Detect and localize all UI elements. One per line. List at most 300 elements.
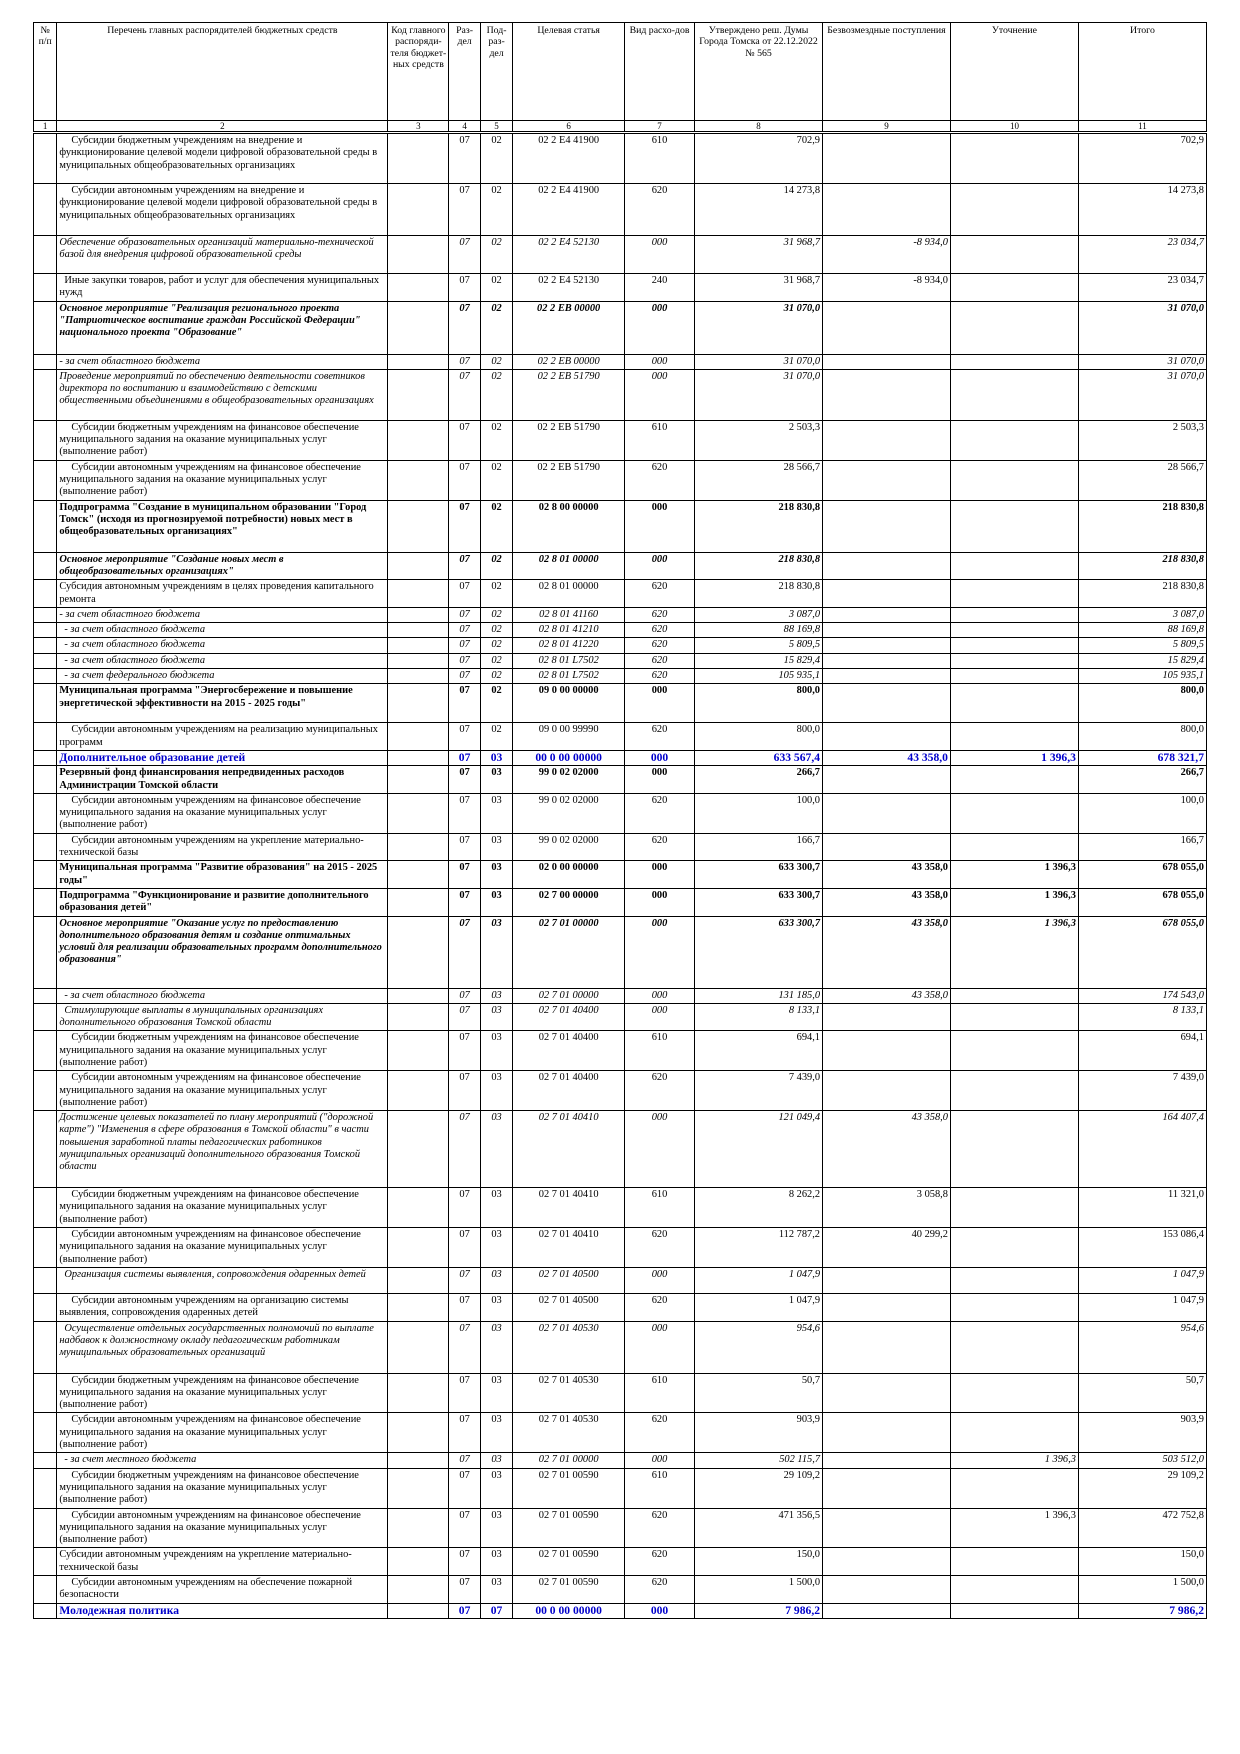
row-number-cell bbox=[34, 653, 57, 668]
row-number-cell bbox=[34, 638, 57, 653]
subsection-cell: 03 bbox=[480, 888, 512, 916]
row-number-cell bbox=[34, 861, 57, 889]
table-row bbox=[34, 420, 1207, 460]
total-amount-cell: 23 034,7 bbox=[1078, 236, 1206, 274]
gratuitous-amount-cell bbox=[823, 1508, 951, 1548]
approved-amount-cell: 150,0 bbox=[695, 1548, 823, 1576]
table-row bbox=[34, 723, 1207, 751]
distributor-name-cell: - за счет местного бюджета bbox=[57, 1453, 388, 1468]
distributor-name-cell: Организация системы выявления, сопровождения одаренных детей bbox=[57, 1267, 388, 1293]
total-amount-cell: 218 830,8 bbox=[1078, 580, 1206, 608]
subsection-cell: 03 bbox=[480, 1548, 512, 1576]
section-cell: 07 bbox=[449, 460, 480, 500]
subsection-cell: 02 bbox=[480, 133, 512, 184]
approved-amount-cell: 218 830,8 bbox=[695, 552, 823, 580]
clarification-amount-cell bbox=[950, 607, 1078, 622]
gratuitous-amount-cell bbox=[823, 723, 951, 751]
table-row bbox=[34, 1453, 1207, 1468]
distributor-code-cell bbox=[388, 580, 449, 608]
row-number-cell bbox=[34, 766, 57, 794]
distributor-code-cell bbox=[388, 1031, 449, 1071]
target-article-cell: 00 0 00 00000 bbox=[513, 1603, 625, 1618]
gratuitous-amount-cell bbox=[823, 133, 951, 184]
distributor-name-cell: Субсидии автономным учреждениям на реализацию муниципальных программ bbox=[57, 723, 388, 751]
row-number-cell bbox=[34, 669, 57, 684]
row-number-cell bbox=[34, 580, 57, 608]
distributor-code-cell bbox=[388, 1321, 449, 1373]
row-number-cell bbox=[34, 460, 57, 500]
subsection-cell: 03 bbox=[480, 861, 512, 889]
table-row bbox=[34, 623, 1207, 638]
distributor-name-cell: Основное мероприятие "Реализация регионального проекта "Патриотическое воспитание граждан Российской Федерации" национального проекта "Образование" bbox=[57, 301, 388, 354]
subsection-cell: 02 bbox=[480, 607, 512, 622]
table-row bbox=[34, 274, 1207, 302]
clarification-amount-cell bbox=[950, 766, 1078, 794]
distributor-code-cell bbox=[388, 1071, 449, 1111]
subsection-cell: 02 bbox=[480, 669, 512, 684]
column-number: 1 bbox=[34, 121, 57, 133]
expense-type-cell: 000 bbox=[625, 916, 695, 988]
target-article-cell: 02 7 01 40400 bbox=[513, 1003, 625, 1031]
row-number-cell bbox=[34, 1293, 57, 1321]
gratuitous-amount-cell: 43 358,0 bbox=[823, 888, 951, 916]
column-number: 5 bbox=[480, 121, 512, 133]
target-article-cell: 02 0 00 00000 bbox=[513, 861, 625, 889]
section-cell: 07 bbox=[449, 580, 480, 608]
expense-type-cell: 610 bbox=[625, 1468, 695, 1508]
clarification-amount-cell bbox=[950, 833, 1078, 861]
subsection-cell: 03 bbox=[480, 1003, 512, 1031]
approved-amount-cell: 131 185,0 bbox=[695, 988, 823, 1003]
row-number-cell bbox=[34, 723, 57, 751]
total-amount-cell: 7 986,2 bbox=[1078, 1603, 1206, 1618]
distributor-code-cell bbox=[388, 460, 449, 500]
gratuitous-amount-cell bbox=[823, 1293, 951, 1321]
distributor-name-cell: Субсидия автономным учреждениям в целях проведения капитального ремонта bbox=[57, 580, 388, 608]
section-cell: 07 bbox=[449, 1508, 480, 1548]
row-number-cell bbox=[34, 1321, 57, 1373]
clarification-amount-cell bbox=[950, 684, 1078, 723]
total-amount-cell: 29 109,2 bbox=[1078, 1468, 1206, 1508]
total-amount-cell: 694,1 bbox=[1078, 1031, 1206, 1071]
section-cell: 07 bbox=[449, 750, 480, 765]
header-number: № п/п bbox=[34, 23, 57, 121]
subsection-cell: 03 bbox=[480, 1293, 512, 1321]
distributor-code-cell bbox=[388, 861, 449, 889]
distributor-name-cell: Муниципальная программа "Развитие образования" на 2015 - 2025 годы" bbox=[57, 861, 388, 889]
expense-type-cell: 000 bbox=[625, 1267, 695, 1293]
table-row bbox=[34, 369, 1207, 420]
row-number-cell bbox=[34, 1267, 57, 1293]
distributor-name-cell: Субсидии автономным учреждениям на финансовое обеспечение муниципального задания на оказание муниципальных услуг (выполнение работ) bbox=[57, 793, 388, 833]
approved-amount-cell: 31 070,0 bbox=[695, 369, 823, 420]
clarification-amount-cell: 1 396,3 bbox=[950, 861, 1078, 889]
expense-type-cell: 620 bbox=[625, 1413, 695, 1453]
budget-sheet bbox=[33, 22, 1207, 1619]
approved-amount-cell: 2 503,3 bbox=[695, 420, 823, 460]
expense-type-cell: 610 bbox=[625, 1373, 695, 1413]
row-number-cell bbox=[34, 833, 57, 861]
table-row bbox=[34, 1508, 1207, 1548]
clarification-amount-cell bbox=[950, 1548, 1078, 1576]
distributor-code-cell bbox=[388, 369, 449, 420]
clarification-amount-cell bbox=[950, 1188, 1078, 1228]
section-cell: 07 bbox=[449, 833, 480, 861]
gratuitous-amount-cell bbox=[823, 684, 951, 723]
gratuitous-amount-cell bbox=[823, 552, 951, 580]
expense-type-cell: 000 bbox=[625, 1003, 695, 1031]
clarification-amount-cell bbox=[950, 1373, 1078, 1413]
subsection-cell: 03 bbox=[480, 1373, 512, 1413]
section-cell: 07 bbox=[449, 1453, 480, 1468]
distributor-name-cell: Иные закупки товаров, работ и услуг для обеспечения муниципальных нужд bbox=[57, 274, 388, 302]
table-row bbox=[34, 1576, 1207, 1604]
table-row bbox=[34, 236, 1207, 274]
row-number-cell bbox=[34, 420, 57, 460]
total-amount-cell: 954,6 bbox=[1078, 1321, 1206, 1373]
table-row bbox=[34, 916, 1207, 988]
approved-amount-cell: 218 830,8 bbox=[695, 500, 823, 552]
expense-type-cell: 620 bbox=[625, 669, 695, 684]
target-article-cell: 02 8 01 L7502 bbox=[513, 669, 625, 684]
section-cell: 07 bbox=[449, 793, 480, 833]
approved-amount-cell: 694,1 bbox=[695, 1031, 823, 1071]
target-article-cell: 02 2 E4 41900 bbox=[513, 184, 625, 236]
clarification-amount-cell bbox=[950, 1413, 1078, 1453]
clarification-amount-cell bbox=[950, 1468, 1078, 1508]
distributor-code-cell bbox=[388, 793, 449, 833]
header-clarification: Уточнение bbox=[950, 23, 1078, 121]
row-number-cell bbox=[34, 1228, 57, 1268]
target-article-cell: 02 2 EB 00000 bbox=[513, 301, 625, 354]
distributor-code-cell bbox=[388, 236, 449, 274]
expense-type-cell: 620 bbox=[625, 1293, 695, 1321]
distributor-code-cell bbox=[388, 988, 449, 1003]
expense-type-cell: 620 bbox=[625, 1508, 695, 1548]
distributor-code-cell bbox=[388, 653, 449, 668]
section-cell: 07 bbox=[449, 1373, 480, 1413]
subsection-cell: 03 bbox=[480, 1031, 512, 1071]
column-number: 3 bbox=[388, 121, 449, 133]
distributor-code-cell bbox=[388, 1293, 449, 1321]
approved-amount-cell: 88 169,8 bbox=[695, 623, 823, 638]
row-number-cell bbox=[34, 1576, 57, 1604]
clarification-amount-cell: 1 396,3 bbox=[950, 1453, 1078, 1468]
distributor-code-cell bbox=[388, 1413, 449, 1453]
table-row bbox=[34, 653, 1207, 668]
distributor-code-cell bbox=[388, 766, 449, 794]
target-article-cell: 02 8 00 00000 bbox=[513, 500, 625, 552]
distributor-name-cell: Проведение мероприятий по обеспечению деятельности советников директора по воспитанию и взаимодействию с детскими общественными объединениями в общеобразовательных организациях bbox=[57, 369, 388, 420]
approved-amount-cell: 633 300,7 bbox=[695, 888, 823, 916]
distributor-code-cell bbox=[388, 274, 449, 302]
row-number-cell bbox=[34, 1111, 57, 1188]
gratuitous-amount-cell bbox=[823, 184, 951, 236]
row-number-cell bbox=[34, 623, 57, 638]
subsection-cell: 03 bbox=[480, 1468, 512, 1508]
gratuitous-amount-cell bbox=[823, 1453, 951, 1468]
clarification-amount-cell bbox=[950, 638, 1078, 653]
clarification-amount-cell bbox=[950, 1071, 1078, 1111]
gratuitous-amount-cell bbox=[823, 1413, 951, 1453]
expense-type-cell: 000 bbox=[625, 750, 695, 765]
gratuitous-amount-cell: 3 058,8 bbox=[823, 1188, 951, 1228]
clarification-amount-cell bbox=[950, 1576, 1078, 1604]
row-number-cell bbox=[34, 684, 57, 723]
table-row bbox=[34, 1267, 1207, 1293]
approved-amount-cell: 28 566,7 bbox=[695, 460, 823, 500]
clarification-amount-cell: 1 396,3 bbox=[950, 888, 1078, 916]
approved-amount-cell: 1 500,0 bbox=[695, 1576, 823, 1604]
subsection-cell: 03 bbox=[480, 1188, 512, 1228]
row-number-cell bbox=[34, 1031, 57, 1071]
clarification-amount-cell bbox=[950, 1228, 1078, 1268]
target-article-cell: 02 7 01 00590 bbox=[513, 1468, 625, 1508]
subsection-cell: 02 bbox=[480, 354, 512, 369]
clarification-amount-cell bbox=[950, 1321, 1078, 1373]
distributor-code-cell bbox=[388, 638, 449, 653]
target-article-cell: 02 7 01 00590 bbox=[513, 1548, 625, 1576]
clarification-amount-cell: 1 396,3 bbox=[950, 750, 1078, 765]
expense-type-cell: 620 bbox=[625, 833, 695, 861]
row-number-cell bbox=[34, 888, 57, 916]
row-number-cell bbox=[34, 1548, 57, 1576]
section-cell: 07 bbox=[449, 420, 480, 460]
distributor-code-cell bbox=[388, 1468, 449, 1508]
expense-type-cell: 000 bbox=[625, 1453, 695, 1468]
total-amount-cell: 14 273,8 bbox=[1078, 184, 1206, 236]
section-cell: 07 bbox=[449, 684, 480, 723]
section-cell: 07 bbox=[449, 1548, 480, 1576]
distributor-code-cell bbox=[388, 1228, 449, 1268]
subsection-cell: 02 bbox=[480, 301, 512, 354]
subsection-cell: 03 bbox=[480, 833, 512, 861]
expense-type-cell: 620 bbox=[625, 607, 695, 622]
gratuitous-amount-cell bbox=[823, 500, 951, 552]
expense-type-cell: 620 bbox=[625, 1576, 695, 1604]
approved-amount-cell: 7 439,0 bbox=[695, 1071, 823, 1111]
distributor-code-cell bbox=[388, 669, 449, 684]
row-number-cell bbox=[34, 988, 57, 1003]
section-cell: 07 bbox=[449, 1071, 480, 1111]
approved-amount-cell: 633 300,7 bbox=[695, 916, 823, 988]
clarification-amount-cell bbox=[950, 1031, 1078, 1071]
expense-type-cell: 000 bbox=[625, 1603, 695, 1618]
gratuitous-amount-cell bbox=[823, 1071, 951, 1111]
header-subsection: Под-раз-дел bbox=[480, 23, 512, 121]
clarification-amount-cell bbox=[950, 1293, 1078, 1321]
total-amount-cell: 15 829,4 bbox=[1078, 653, 1206, 668]
total-amount-cell: 218 830,8 bbox=[1078, 500, 1206, 552]
gratuitous-amount-cell bbox=[823, 1321, 951, 1373]
expense-type-cell: 610 bbox=[625, 420, 695, 460]
clarification-amount-cell bbox=[950, 988, 1078, 1003]
approved-amount-cell: 14 273,8 bbox=[695, 184, 823, 236]
expense-type-cell: 000 bbox=[625, 354, 695, 369]
gratuitous-amount-cell bbox=[823, 1548, 951, 1576]
clarification-amount-cell bbox=[950, 1003, 1078, 1031]
table-row bbox=[34, 1373, 1207, 1413]
target-article-cell: 02 2 EB 51790 bbox=[513, 460, 625, 500]
section-cell: 07 bbox=[449, 916, 480, 988]
clarification-amount-cell bbox=[950, 133, 1078, 184]
distributor-name-cell: Осуществление отдельных государственных полномочий по выплате надбавок к должностному окладу педагогическим работникам муниципальных образовательных организаций bbox=[57, 1321, 388, 1373]
distributor-name-cell: - за счет областного бюджета bbox=[57, 354, 388, 369]
target-article-cell: 02 7 01 40500 bbox=[513, 1267, 625, 1293]
table-row bbox=[34, 460, 1207, 500]
distributor-code-cell bbox=[388, 888, 449, 916]
distributor-name-cell: Субсидии автономным учреждениям на финансовое обеспечение муниципального задания на оказание муниципальных услуг (выполнение работ) bbox=[57, 1228, 388, 1268]
approved-amount-cell: 29 109,2 bbox=[695, 1468, 823, 1508]
subsection-cell: 03 bbox=[480, 1453, 512, 1468]
section-cell: 07 bbox=[449, 988, 480, 1003]
clarification-amount-cell bbox=[950, 1267, 1078, 1293]
total-amount-cell: 11 321,0 bbox=[1078, 1188, 1206, 1228]
table-row bbox=[34, 552, 1207, 580]
expense-type-cell: 000 bbox=[625, 236, 695, 274]
distributor-code-cell bbox=[388, 1111, 449, 1188]
distributor-name-cell: - за счет областного бюджета bbox=[57, 607, 388, 622]
clarification-amount-cell bbox=[950, 420, 1078, 460]
table-row bbox=[34, 1548, 1207, 1576]
target-article-cell: 02 8 01 41210 bbox=[513, 623, 625, 638]
expense-type-cell: 610 bbox=[625, 1188, 695, 1228]
header-row bbox=[34, 23, 1207, 121]
distributor-name-cell: - за счет федерального бюджета bbox=[57, 669, 388, 684]
distributor-name-cell: Основное мероприятие "Создание новых мест в общеобразовательных организациях" bbox=[57, 552, 388, 580]
table-row bbox=[34, 500, 1207, 552]
total-amount-cell: 31 070,0 bbox=[1078, 301, 1206, 354]
gratuitous-amount-cell bbox=[823, 1603, 951, 1618]
distributor-name-cell: Муниципальная программа "Энергосбережение и повышение энергетической эффективности на 2015 - 2025 годы" bbox=[57, 684, 388, 723]
section-cell: 07 bbox=[449, 1321, 480, 1373]
section-cell: 07 bbox=[449, 1003, 480, 1031]
distributor-name-cell: Субсидии бюджетным учреждениям на финансовое обеспечение муниципального задания на оказание муниципальных услуг (выполнение работ) bbox=[57, 1188, 388, 1228]
table-row bbox=[34, 750, 1207, 765]
total-amount-cell: 31 070,0 bbox=[1078, 354, 1206, 369]
gratuitous-amount-cell bbox=[823, 1267, 951, 1293]
subsection-cell: 02 bbox=[480, 723, 512, 751]
total-amount-cell: 472 752,8 bbox=[1078, 1508, 1206, 1548]
gratuitous-amount-cell bbox=[823, 669, 951, 684]
subsection-cell: 03 bbox=[480, 1071, 512, 1111]
table-row bbox=[34, 1293, 1207, 1321]
clarification-amount-cell bbox=[950, 354, 1078, 369]
target-article-cell: 02 7 01 00000 bbox=[513, 916, 625, 988]
approved-amount-cell: 100,0 bbox=[695, 793, 823, 833]
expense-type-cell: 000 bbox=[625, 861, 695, 889]
distributor-code-cell bbox=[388, 1548, 449, 1576]
subsection-cell: 03 bbox=[480, 766, 512, 794]
expense-type-cell: 240 bbox=[625, 274, 695, 302]
column-number: 11 bbox=[1078, 121, 1206, 133]
approved-amount-cell: 15 829,4 bbox=[695, 653, 823, 668]
column-number: 10 bbox=[950, 121, 1078, 133]
header-gratuitous: Безвозмездные поступления bbox=[823, 23, 951, 121]
target-article-cell: 02 8 01 00000 bbox=[513, 580, 625, 608]
table-row bbox=[34, 1468, 1207, 1508]
target-article-cell: 02 8 01 41220 bbox=[513, 638, 625, 653]
distributor-code-cell bbox=[388, 420, 449, 460]
table-row bbox=[34, 1071, 1207, 1111]
table-row bbox=[34, 354, 1207, 369]
section-cell: 07 bbox=[449, 638, 480, 653]
table-row bbox=[34, 766, 1207, 794]
expense-type-cell: 000 bbox=[625, 552, 695, 580]
approved-amount-cell: 31 968,7 bbox=[695, 274, 823, 302]
total-amount-cell: 800,0 bbox=[1078, 684, 1206, 723]
row-number-cell bbox=[34, 274, 57, 302]
subsection-cell: 02 bbox=[480, 653, 512, 668]
target-article-cell: 02 7 01 40500 bbox=[513, 1293, 625, 1321]
approved-amount-cell: 7 986,2 bbox=[695, 1603, 823, 1618]
distributor-name-cell: Подпрограмма "Функционирование и развитие дополнительного образования детей" bbox=[57, 888, 388, 916]
distributor-name-cell: Молодежная политика bbox=[57, 1603, 388, 1618]
subsection-cell: 03 bbox=[480, 988, 512, 1003]
row-number-cell bbox=[34, 354, 57, 369]
distributor-code-cell bbox=[388, 1508, 449, 1548]
row-number-cell bbox=[34, 793, 57, 833]
target-article-cell: 02 7 01 40410 bbox=[513, 1188, 625, 1228]
total-amount-cell: 23 034,7 bbox=[1078, 274, 1206, 302]
expense-type-cell: 620 bbox=[625, 1548, 695, 1576]
expense-type-cell: 620 bbox=[625, 793, 695, 833]
distributor-code-cell bbox=[388, 684, 449, 723]
gratuitous-amount-cell bbox=[823, 1373, 951, 1413]
section-cell: 07 bbox=[449, 1111, 480, 1188]
gratuitous-amount-cell: 43 358,0 bbox=[823, 916, 951, 988]
header-approved: Утверждено реш. Думы Города Томска от 22.12.2022 № 565 bbox=[695, 23, 823, 121]
total-amount-cell: 1 500,0 bbox=[1078, 1576, 1206, 1604]
total-amount-cell: 3 087,0 bbox=[1078, 607, 1206, 622]
distributor-code-cell bbox=[388, 1373, 449, 1413]
gratuitous-amount-cell bbox=[823, 301, 951, 354]
target-article-cell: 02 7 01 40410 bbox=[513, 1111, 625, 1188]
approved-amount-cell: 800,0 bbox=[695, 684, 823, 723]
table-row bbox=[34, 684, 1207, 723]
clarification-amount-cell bbox=[950, 669, 1078, 684]
distributor-name-cell: Стимулирующие выплаты в муниципальных организациях дополнительного образования Томской области bbox=[57, 1003, 388, 1031]
expense-type-cell: 620 bbox=[625, 460, 695, 500]
gratuitous-amount-cell: 43 358,0 bbox=[823, 988, 951, 1003]
approved-amount-cell: 31 968,7 bbox=[695, 236, 823, 274]
distributor-name-cell: Достижение целевых показателей по плану мероприятий ("дорожной карте") "Изменения в сфере образования в Томской области" в части повышения заработной платы педагогических работников муниципальных организаций дополнительного образования Томской области bbox=[57, 1111, 388, 1188]
table-row bbox=[34, 861, 1207, 889]
section-cell: 07 bbox=[449, 1188, 480, 1228]
row-number-cell bbox=[34, 184, 57, 236]
section-cell: 07 bbox=[449, 500, 480, 552]
table-row bbox=[34, 669, 1207, 684]
distributor-code-cell bbox=[388, 301, 449, 354]
gratuitous-amount-cell bbox=[823, 1003, 951, 1031]
approved-amount-cell: 702,9 bbox=[695, 133, 823, 184]
expense-type-cell: 620 bbox=[625, 1071, 695, 1111]
approved-amount-cell: 1 047,9 bbox=[695, 1267, 823, 1293]
distributor-code-cell bbox=[388, 623, 449, 638]
expense-type-cell: 620 bbox=[625, 1228, 695, 1268]
gratuitous-amount-cell bbox=[823, 369, 951, 420]
table-row bbox=[34, 638, 1207, 653]
clarification-amount-cell bbox=[950, 623, 1078, 638]
expense-type-cell: 620 bbox=[625, 653, 695, 668]
expense-type-cell: 620 bbox=[625, 623, 695, 638]
distributor-name-cell: Дополнительное образование детей bbox=[57, 750, 388, 765]
subsection-cell: 02 bbox=[480, 552, 512, 580]
gratuitous-amount-cell: 43 358,0 bbox=[823, 861, 951, 889]
expense-type-cell: 610 bbox=[625, 133, 695, 184]
section-cell: 07 bbox=[449, 301, 480, 354]
distributor-name-cell: Субсидии автономным учреждениям на финансовое обеспечение муниципального задания на оказание муниципальных услуг (выполнение работ) bbox=[57, 1071, 388, 1111]
